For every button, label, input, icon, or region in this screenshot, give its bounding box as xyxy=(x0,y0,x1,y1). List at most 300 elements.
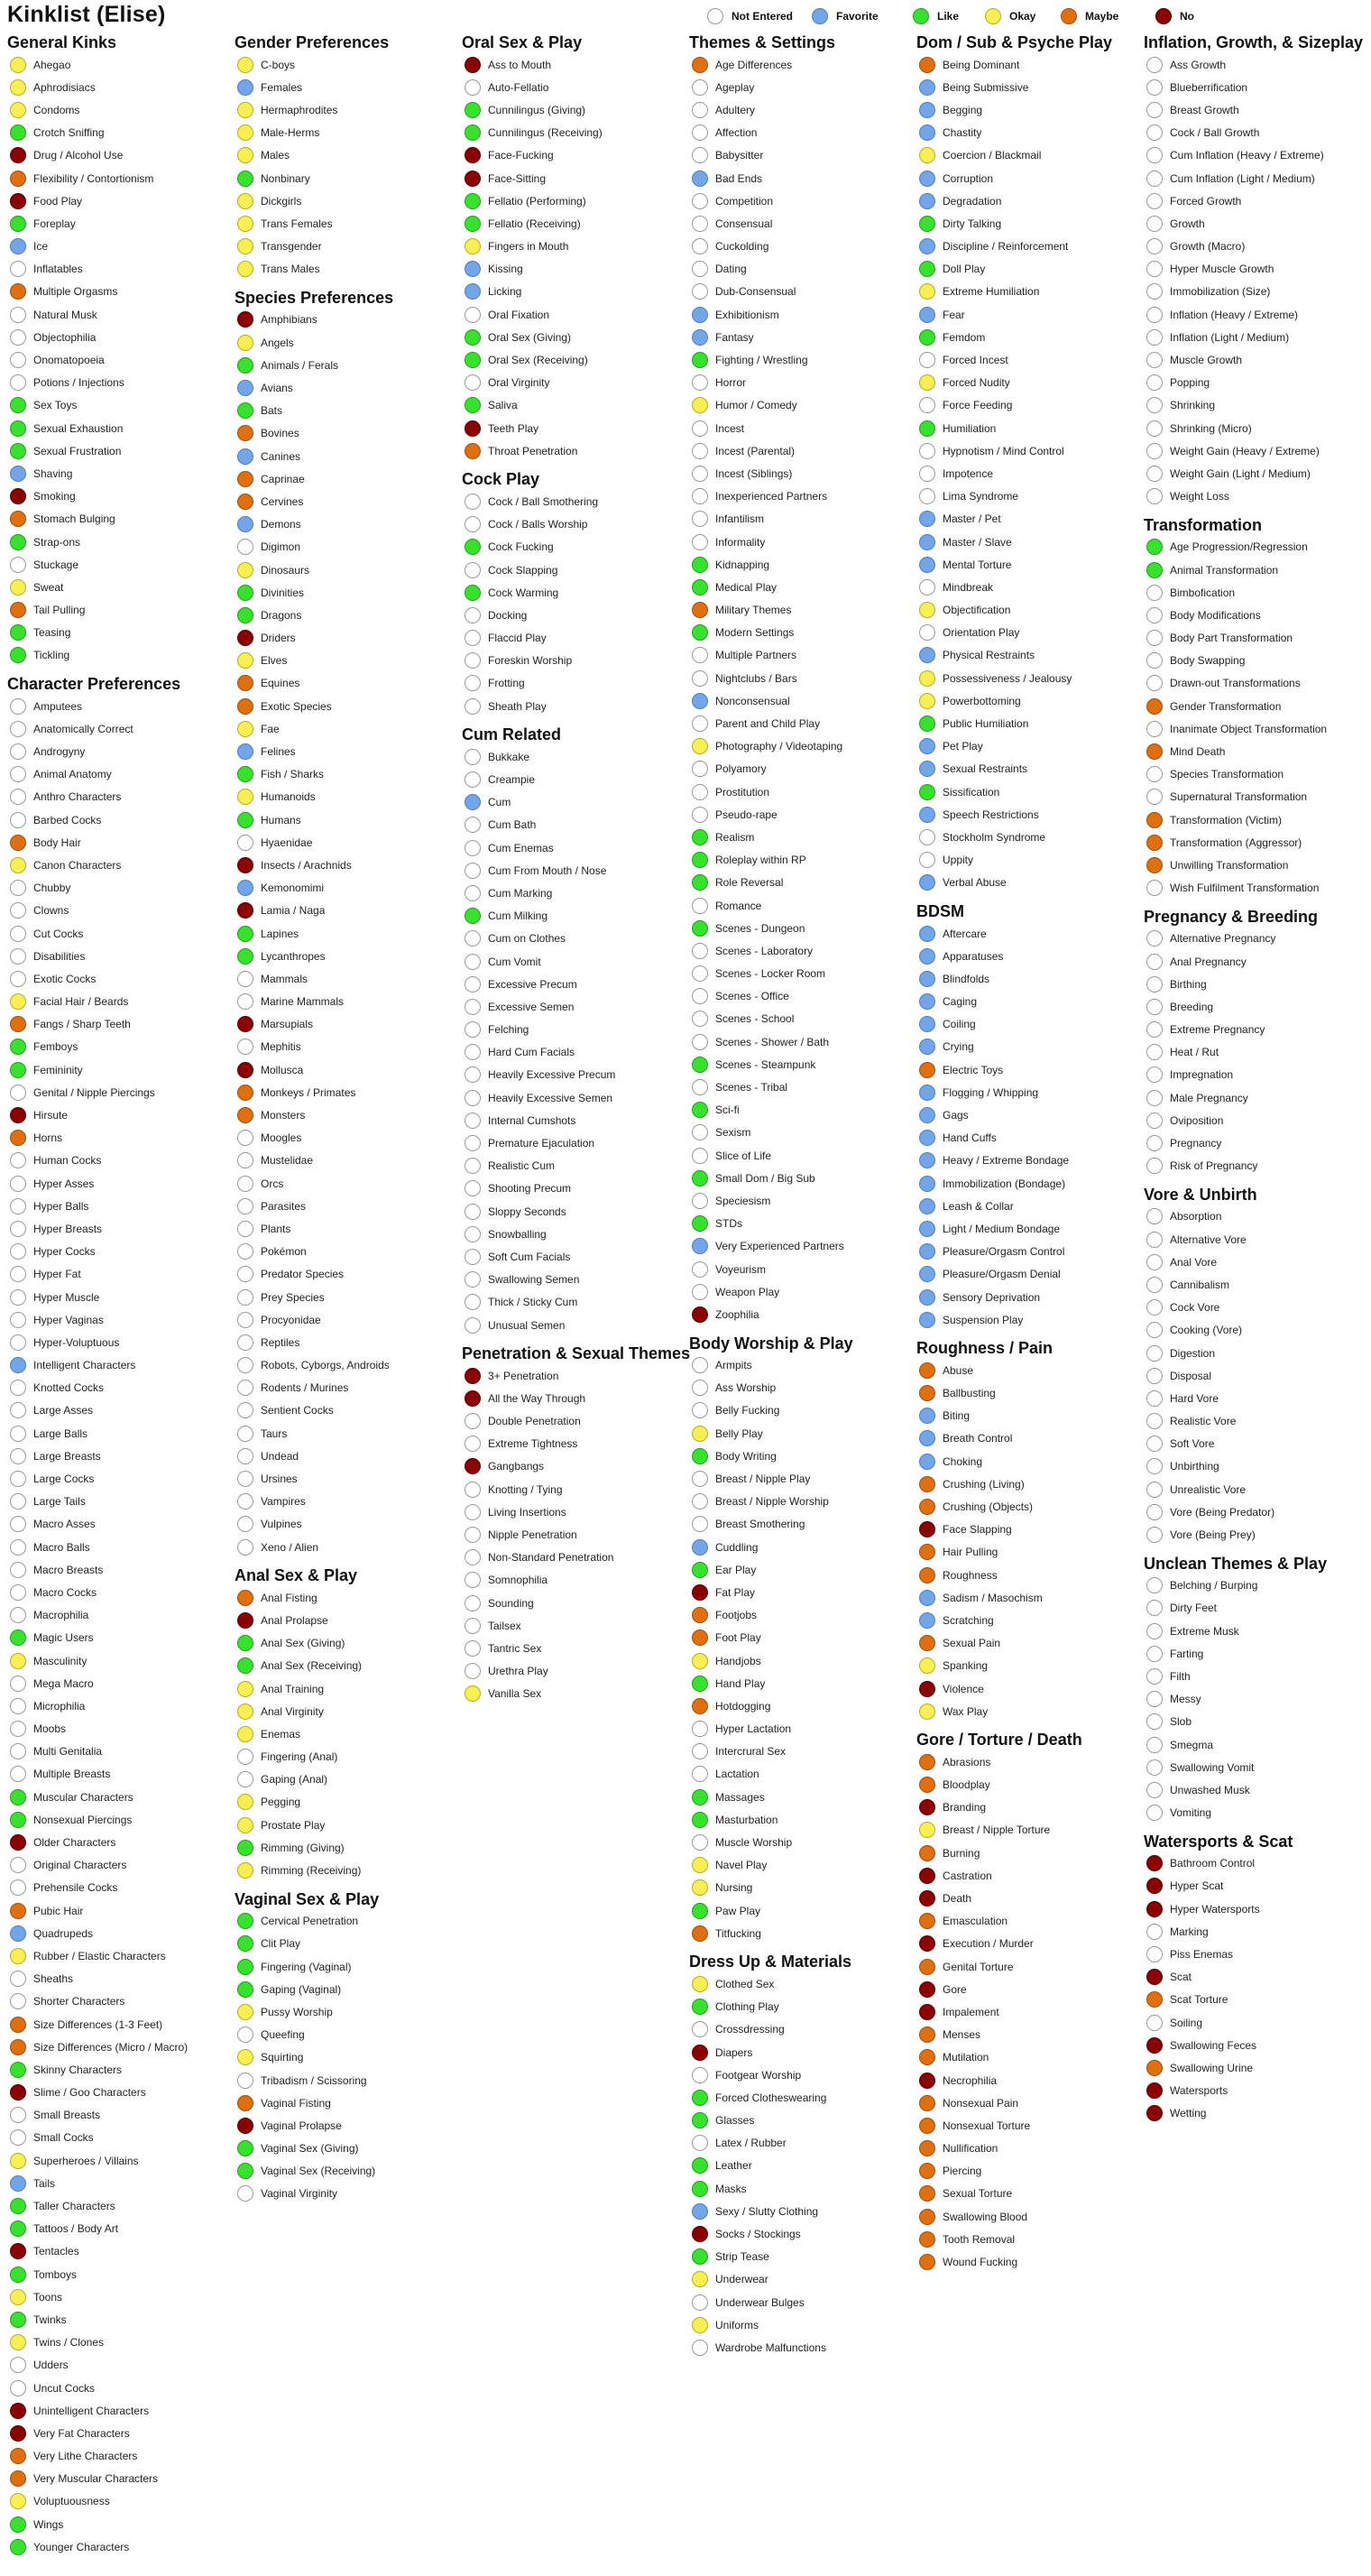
kink-item-dating[interactable] xyxy=(689,258,915,281)
kink-item-angels[interactable] xyxy=(235,331,460,354)
kink-item-oral-sex-receiving[interactable] xyxy=(462,348,687,371)
kink-item-tattoos-body-art[interactable] xyxy=(7,2218,233,2240)
status-dot-icon[interactable] xyxy=(10,1198,26,1214)
status-dot-icon[interactable] xyxy=(919,1681,935,1697)
kink-item-sheath-play[interactable] xyxy=(462,695,687,717)
kink-item-weight-loss[interactable] xyxy=(1144,485,1369,508)
kink-item-hermaphrodites[interactable] xyxy=(235,98,460,121)
kink-item-latex-rubber[interactable] xyxy=(689,2132,915,2155)
status-dot-icon[interactable] xyxy=(465,238,481,254)
kink-item-3-penetration[interactable] xyxy=(462,1364,687,1387)
kink-item-leather[interactable] xyxy=(689,2155,915,2177)
status-dot-icon[interactable] xyxy=(237,402,253,419)
kink-item-competition[interactable] xyxy=(689,189,915,212)
status-dot-icon[interactable] xyxy=(692,1034,708,1050)
status-dot-icon[interactable] xyxy=(10,1471,26,1487)
status-dot-icon[interactable] xyxy=(692,2021,708,2037)
kink-item-footgear-worship[interactable] xyxy=(689,2064,915,2086)
kink-item-wings[interactable] xyxy=(7,2513,233,2535)
kink-item-ass-worship[interactable] xyxy=(689,1377,915,1399)
kink-item-humanoids[interactable] xyxy=(235,786,460,808)
kink-item-anal-sex-receiving[interactable] xyxy=(235,1655,460,1677)
kink-item-master-pet[interactable] xyxy=(916,508,1142,531)
kink-item-femboys[interactable] xyxy=(7,1036,233,1058)
kink-item-marsupials[interactable] xyxy=(235,1013,460,1036)
kink-item-fighting-wrestling[interactable] xyxy=(689,348,915,371)
status-dot-icon[interactable] xyxy=(10,2357,26,2373)
kink-item-sci-fi[interactable] xyxy=(689,1099,915,1122)
status-dot-icon[interactable] xyxy=(465,1135,481,1151)
status-dot-icon[interactable] xyxy=(465,1504,481,1520)
status-dot-icon[interactable] xyxy=(10,2425,26,2442)
kink-item-forced-clotheswearing[interactable] xyxy=(689,2086,915,2109)
status-dot-icon[interactable] xyxy=(10,1676,26,1692)
status-dot-icon[interactable] xyxy=(465,329,481,346)
status-dot-icon[interactable] xyxy=(919,1152,935,1168)
kink-item-tribadism-scissoring[interactable] xyxy=(235,2069,460,2091)
status-dot-icon[interactable] xyxy=(465,1113,481,1129)
status-dot-icon[interactable] xyxy=(237,2185,253,2202)
status-dot-icon[interactable] xyxy=(692,352,708,368)
status-dot-icon[interactable] xyxy=(919,1959,935,1975)
kink-item-risk-of-pregnancy[interactable] xyxy=(1144,1155,1369,1177)
kink-item-demons[interactable] xyxy=(235,513,460,536)
status-dot-icon[interactable] xyxy=(919,283,935,300)
status-dot-icon[interactable] xyxy=(465,794,481,810)
status-dot-icon[interactable] xyxy=(919,1176,935,1192)
kink-item-biting[interactable] xyxy=(916,1405,1142,1427)
status-dot-icon[interactable] xyxy=(465,999,481,1015)
status-dot-icon[interactable] xyxy=(1146,283,1163,300)
status-dot-icon[interactable] xyxy=(1146,1158,1163,1174)
status-dot-icon[interactable] xyxy=(1146,1737,1163,1753)
status-dot-icon[interactable] xyxy=(10,557,26,573)
kink-item-clothing-play[interactable] xyxy=(689,1996,915,2018)
kink-item-breast-growth[interactable] xyxy=(1144,98,1369,121)
status-dot-icon[interactable] xyxy=(919,1266,935,1282)
status-dot-icon[interactable] xyxy=(237,1152,253,1168)
status-dot-icon[interactable] xyxy=(1146,374,1163,391)
status-dot-icon[interactable] xyxy=(10,193,26,209)
status-dot-icon[interactable] xyxy=(692,1057,708,1073)
kink-item-vore-being-predator[interactable] xyxy=(1144,1500,1369,1523)
kink-item-breast-nipple-play[interactable] xyxy=(689,1467,915,1490)
status-dot-icon[interactable] xyxy=(692,1698,708,1714)
status-dot-icon[interactable] xyxy=(237,2095,253,2111)
kink-item-hyper-balls[interactable] xyxy=(7,1195,233,1217)
kink-item-glasses[interactable] xyxy=(689,2110,915,2132)
kink-item-apparatuses[interactable] xyxy=(916,945,1142,967)
status-dot-icon[interactable] xyxy=(919,1822,935,1838)
status-dot-icon[interactable] xyxy=(465,607,481,623)
status-dot-icon[interactable] xyxy=(10,1107,26,1123)
kink-item-shaving[interactable] xyxy=(7,462,233,485)
kink-item-mega-macro[interactable] xyxy=(7,1672,233,1694)
kink-item-impalement[interactable] xyxy=(916,2000,1142,2023)
kink-item-wax-play[interactable] xyxy=(916,1700,1142,1722)
kink-item-equines[interactable] xyxy=(235,672,460,695)
status-dot-icon[interactable] xyxy=(237,1862,253,1879)
kink-item-large-cocks[interactable] xyxy=(7,1467,233,1490)
status-dot-icon[interactable] xyxy=(237,261,253,277)
status-dot-icon[interactable] xyxy=(692,988,708,1004)
kink-item-ahegao[interactable] xyxy=(7,53,233,76)
status-dot-icon[interactable] xyxy=(919,57,935,73)
kink-item-speciesism[interactable] xyxy=(689,1189,915,1212)
status-dot-icon[interactable] xyxy=(692,1102,708,1118)
status-dot-icon[interactable] xyxy=(1146,1946,1163,1962)
status-dot-icon[interactable] xyxy=(919,1039,935,1055)
kink-item-powerbottoming[interactable] xyxy=(916,689,1142,712)
status-dot-icon[interactable] xyxy=(692,2045,708,2061)
kink-item-elves[interactable] xyxy=(235,650,460,672)
kink-item-digestion[interactable] xyxy=(1144,1342,1369,1364)
kink-item-parasites[interactable] xyxy=(235,1195,460,1217)
kink-item-body-part-transformation[interactable] xyxy=(1144,627,1369,650)
status-dot-icon[interactable] xyxy=(465,397,481,413)
kink-item-multiple-orgasms[interactable] xyxy=(7,281,233,303)
kink-item-canines[interactable] xyxy=(235,445,460,467)
kink-item-vanilla-sex[interactable] xyxy=(462,1683,687,1705)
status-dot-icon[interactable] xyxy=(237,238,253,254)
kink-item-saliva[interactable] xyxy=(462,394,687,417)
kink-item-felines[interactable] xyxy=(235,740,460,762)
status-dot-icon[interactable] xyxy=(919,2185,935,2202)
kink-item-fat-play[interactable] xyxy=(689,1581,915,1603)
kink-item-scenes-locker-room[interactable] xyxy=(689,963,915,985)
status-dot-icon[interactable] xyxy=(1146,1277,1163,1293)
status-dot-icon[interactable] xyxy=(692,57,708,73)
status-dot-icon[interactable] xyxy=(465,817,481,833)
kink-item-realistic-cum[interactable] xyxy=(462,1155,687,1177)
status-dot-icon[interactable] xyxy=(1146,766,1163,782)
status-dot-icon[interactable] xyxy=(692,261,708,277)
status-dot-icon[interactable] xyxy=(1146,1482,1163,1498)
status-dot-icon[interactable] xyxy=(1146,125,1163,141)
kink-item-snowballing[interactable] xyxy=(462,1223,687,1245)
kink-item-living-insertions[interactable] xyxy=(462,1500,687,1523)
status-dot-icon[interactable] xyxy=(237,1334,253,1351)
status-dot-icon[interactable] xyxy=(919,1085,935,1101)
kink-item-humiliation[interactable] xyxy=(916,417,1142,439)
kink-item-foreskin-worship[interactable] xyxy=(462,650,687,672)
kink-item-birthing[interactable] xyxy=(1144,973,1369,995)
kink-item-oviposition[interactable] xyxy=(1144,1109,1369,1131)
kink-item-gangbangs[interactable] xyxy=(462,1455,687,1478)
kink-item-sweat[interactable] xyxy=(7,576,233,598)
kink-item-cunnilingus-receiving[interactable] xyxy=(462,122,687,144)
kink-item-foreplay[interactable] xyxy=(7,212,233,235)
kink-item-possessiveness-jealousy[interactable] xyxy=(916,667,1142,689)
status-dot-icon[interactable] xyxy=(10,1266,26,1282)
status-dot-icon[interactable] xyxy=(237,1703,253,1720)
status-dot-icon[interactable] xyxy=(237,1471,253,1487)
status-dot-icon[interactable] xyxy=(10,2334,26,2350)
status-dot-icon[interactable] xyxy=(237,2140,253,2156)
kink-item-intelligent-characters[interactable] xyxy=(7,1354,233,1377)
kink-item-anal-fisting[interactable] xyxy=(235,1586,460,1609)
status-dot-icon[interactable] xyxy=(10,2470,26,2487)
status-dot-icon[interactable] xyxy=(692,193,708,209)
kink-item-stomach-bulging[interactable] xyxy=(7,508,233,531)
kink-item-insects-arachnids[interactable] xyxy=(235,854,460,876)
status-dot-icon[interactable] xyxy=(692,1493,708,1510)
kink-item-popping[interactable] xyxy=(1144,372,1369,394)
status-dot-icon[interactable] xyxy=(1146,2082,1163,2099)
kink-item-cock-ball-growth[interactable] xyxy=(1144,122,1369,144)
status-dot-icon[interactable] xyxy=(237,1539,253,1556)
kink-item-mephitis[interactable] xyxy=(235,1036,460,1058)
kink-item-sadism-masochism[interactable] xyxy=(916,1586,1142,1609)
kink-item-inflation-heavy-extreme[interactable] xyxy=(1144,303,1369,326)
kink-item-immobilization-size[interactable] xyxy=(1144,281,1369,303)
status-dot-icon[interactable] xyxy=(10,2448,26,2464)
status-dot-icon[interactable] xyxy=(692,602,708,618)
status-dot-icon[interactable] xyxy=(10,2380,26,2396)
status-dot-icon[interactable] xyxy=(10,2403,26,2419)
kink-item-barbed-cocks[interactable] xyxy=(7,808,233,831)
kink-item-chubby[interactable] xyxy=(7,877,233,900)
status-dot-icon[interactable] xyxy=(919,1016,935,1032)
status-dot-icon[interactable] xyxy=(692,2090,708,2106)
status-dot-icon[interactable] xyxy=(1146,675,1163,691)
status-dot-icon[interactable] xyxy=(1146,171,1163,187)
kink-item-suspension-play[interactable] xyxy=(916,1308,1142,1331)
kink-item-pregnancy[interactable] xyxy=(1144,1131,1369,1154)
kink-item-spanking[interactable] xyxy=(916,1655,1142,1677)
status-dot-icon[interactable] xyxy=(10,397,26,413)
kink-item-amphibians[interactable] xyxy=(235,309,460,331)
kink-item-licking[interactable] xyxy=(462,281,687,303)
status-dot-icon[interactable] xyxy=(692,898,708,914)
status-dot-icon[interactable] xyxy=(10,579,26,596)
status-dot-icon[interactable] xyxy=(237,516,253,532)
kink-item-masturbation[interactable] xyxy=(689,1808,915,1831)
status-dot-icon[interactable] xyxy=(692,807,708,823)
status-dot-icon[interactable] xyxy=(919,420,935,437)
kink-item-breast-nipple-worship[interactable] xyxy=(689,1491,915,1513)
status-dot-icon[interactable] xyxy=(919,193,935,209)
kink-item-anal-vore[interactable] xyxy=(1144,1251,1369,1273)
kink-item-crushing-living[interactable] xyxy=(916,1473,1142,1495)
kink-item-mollusca[interactable] xyxy=(235,1058,460,1081)
status-dot-icon[interactable] xyxy=(465,863,481,879)
kink-item-weapon-play[interactable] xyxy=(689,1280,915,1303)
kink-item-scratching[interactable] xyxy=(916,1609,1142,1631)
kink-item-voluptuousness[interactable] xyxy=(7,2490,233,2513)
status-dot-icon[interactable] xyxy=(465,652,481,669)
kink-item-immobilization-bondage[interactable] xyxy=(916,1172,1142,1195)
kink-item-vaginal-fisting[interactable] xyxy=(235,2091,460,2114)
status-dot-icon[interactable] xyxy=(1146,1878,1163,1894)
kink-item-absorption[interactable] xyxy=(1144,1205,1369,1228)
status-dot-icon[interactable] xyxy=(692,852,708,868)
status-dot-icon[interactable] xyxy=(10,2084,26,2101)
status-dot-icon[interactable] xyxy=(10,624,26,641)
kink-item-divinities[interactable] xyxy=(235,581,460,604)
status-dot-icon[interactable] xyxy=(10,534,26,550)
kink-item-mind-death[interactable] xyxy=(1144,740,1369,762)
status-dot-icon[interactable] xyxy=(237,1243,253,1260)
kink-item-heat-rut[interactable] xyxy=(1144,1041,1369,1064)
kink-item-creampie[interactable] xyxy=(462,768,687,790)
status-dot-icon[interactable] xyxy=(1146,930,1163,946)
kink-item-aftercare[interactable] xyxy=(916,922,1142,945)
status-dot-icon[interactable] xyxy=(237,2118,253,2134)
kink-item-hard-cum-facials[interactable] xyxy=(462,1041,687,1064)
kink-item-body-writing[interactable] xyxy=(689,1445,915,1467)
kink-item-knotting-tying[interactable] xyxy=(462,1478,687,1500)
kink-item-unwashed-musk[interactable] xyxy=(1144,1778,1369,1801)
kink-item-swallowing-vomit[interactable] xyxy=(1144,1756,1369,1778)
status-dot-icon[interactable] xyxy=(465,1663,481,1679)
status-dot-icon[interactable] xyxy=(237,652,253,669)
kink-item-prey-species[interactable] xyxy=(235,1286,460,1308)
kink-item-master-slave[interactable] xyxy=(916,531,1142,553)
kink-item-exhibitionism[interactable] xyxy=(689,303,915,326)
kink-item-monkeys-primates[interactable] xyxy=(235,1081,460,1103)
status-dot-icon[interactable] xyxy=(10,926,26,942)
kink-item-undead[interactable] xyxy=(235,1445,460,1467)
kink-item-multiple-breasts[interactable] xyxy=(7,1763,233,1786)
kink-item-public-humiliation[interactable] xyxy=(916,712,1142,734)
kink-item-fish-sharks[interactable] xyxy=(235,763,460,786)
kink-item-masculinity[interactable] xyxy=(7,1649,233,1672)
status-dot-icon[interactable] xyxy=(237,357,253,374)
status-dot-icon[interactable] xyxy=(919,1408,935,1424)
kink-item-disposal[interactable] xyxy=(1144,1364,1369,1387)
status-dot-icon[interactable] xyxy=(10,1493,26,1510)
kink-item-impotence[interactable] xyxy=(916,462,1142,485)
status-dot-icon[interactable] xyxy=(692,1516,708,1532)
kink-item-dragons[interactable] xyxy=(235,604,460,626)
kink-item-sexual-pain[interactable] xyxy=(916,1632,1142,1655)
status-dot-icon[interactable] xyxy=(237,857,253,873)
status-dot-icon[interactable] xyxy=(10,766,26,782)
status-dot-icon[interactable] xyxy=(692,2226,708,2242)
kink-item-macro-cocks[interactable] xyxy=(7,1581,233,1603)
kink-item-clowns[interactable] xyxy=(7,900,233,922)
status-dot-icon[interactable] xyxy=(10,2175,26,2192)
kink-item-burning[interactable] xyxy=(916,1842,1142,1864)
status-dot-icon[interactable] xyxy=(919,1289,935,1306)
kink-item-slime-goo-characters[interactable] xyxy=(7,2082,233,2104)
status-dot-icon[interactable] xyxy=(919,397,935,413)
kink-item-extreme-musk[interactable] xyxy=(1144,1620,1369,1642)
kink-item-cooking-vore[interactable] xyxy=(1144,1319,1369,1342)
kink-item-body-hair[interactable] xyxy=(7,831,233,854)
status-dot-icon[interactable] xyxy=(1146,1066,1163,1083)
status-dot-icon[interactable] xyxy=(10,374,26,391)
kink-item-teeth-play[interactable] xyxy=(462,417,687,439)
kink-item-inflation-light-medium[interactable] xyxy=(1144,326,1369,348)
status-dot-icon[interactable] xyxy=(10,1130,26,1146)
status-dot-icon[interactable] xyxy=(237,1289,253,1306)
status-dot-icon[interactable] xyxy=(237,1085,253,1101)
status-dot-icon[interactable] xyxy=(237,1590,253,1606)
kink-item-forced-nudity[interactable] xyxy=(916,372,1142,394)
kink-item-sexual-frustration[interactable] xyxy=(7,439,233,462)
kink-item-belly-fucking[interactable] xyxy=(689,1399,915,1422)
kink-item-macro-breasts[interactable] xyxy=(7,1558,233,1581)
kink-item-ursines[interactable] xyxy=(235,1467,460,1490)
status-dot-icon[interactable] xyxy=(692,171,708,187)
kink-item-c-boys[interactable] xyxy=(235,53,460,76)
kink-item-sloppy-seconds[interactable] xyxy=(462,1200,687,1223)
kink-item-flexibility-contortionism[interactable] xyxy=(7,167,233,189)
status-dot-icon[interactable] xyxy=(919,1130,935,1146)
kink-item-excessive-precum[interactable] xyxy=(462,973,687,995)
status-dot-icon[interactable] xyxy=(10,993,26,1010)
status-dot-icon[interactable] xyxy=(237,1357,253,1373)
status-dot-icon[interactable] xyxy=(919,1777,935,1793)
status-dot-icon[interactable] xyxy=(692,693,708,709)
status-dot-icon[interactable] xyxy=(237,766,253,782)
kink-item-amputees[interactable] xyxy=(7,695,233,717)
kink-item-titfucking[interactable] xyxy=(689,1922,915,1944)
status-dot-icon[interactable] xyxy=(465,1090,481,1106)
status-dot-icon[interactable] xyxy=(237,1981,253,1998)
kink-item-hyaenidae[interactable] xyxy=(235,831,460,854)
kink-item-swallowing-semen[interactable] xyxy=(462,1269,687,1291)
status-dot-icon[interactable] xyxy=(237,193,253,209)
kink-item-cum-inflation-heavy-extreme[interactable] xyxy=(1144,144,1369,167)
status-dot-icon[interactable] xyxy=(10,1562,26,1578)
status-dot-icon[interactable] xyxy=(919,2231,935,2248)
kink-item-animal-anatomy[interactable] xyxy=(7,763,233,786)
status-dot-icon[interactable] xyxy=(692,920,708,937)
status-dot-icon[interactable] xyxy=(1146,57,1163,73)
status-dot-icon[interactable] xyxy=(919,511,935,527)
kink-item-gags[interactable] xyxy=(916,1103,1142,1126)
kink-item-microphilia[interactable] xyxy=(7,1694,233,1717)
kink-item-nipple-penetration[interactable] xyxy=(462,1523,687,1546)
status-dot-icon[interactable] xyxy=(237,1771,253,1787)
status-dot-icon[interactable] xyxy=(919,147,935,163)
status-dot-icon[interactable] xyxy=(10,2153,26,2169)
status-dot-icon[interactable] xyxy=(919,374,935,391)
kink-item-cum-milking[interactable] xyxy=(462,905,687,928)
status-dot-icon[interactable] xyxy=(237,1198,253,1214)
status-dot-icon[interactable] xyxy=(465,352,481,368)
status-dot-icon[interactable] xyxy=(465,216,481,232)
status-dot-icon[interactable] xyxy=(237,539,253,555)
status-dot-icon[interactable] xyxy=(692,1834,708,1851)
kink-item-sex-toys[interactable] xyxy=(7,394,233,417)
kink-item-ballbusting[interactable] xyxy=(916,1382,1142,1405)
kink-item-horns[interactable] xyxy=(7,1127,233,1150)
status-dot-icon[interactable] xyxy=(919,579,935,596)
status-dot-icon[interactable] xyxy=(237,993,253,1010)
kink-item-extreme-pregnancy[interactable] xyxy=(1144,1019,1369,1041)
kink-item-vore-being-prey[interactable] xyxy=(1144,1523,1369,1546)
status-dot-icon[interactable] xyxy=(692,784,708,800)
status-dot-icon[interactable] xyxy=(1146,743,1163,760)
status-dot-icon[interactable] xyxy=(919,261,935,277)
status-dot-icon[interactable] xyxy=(10,1879,26,1896)
kink-item-dirty-feet[interactable] xyxy=(1144,1597,1369,1620)
kink-item-coercion-blackmail[interactable] xyxy=(916,144,1142,167)
kink-item-discipline-reinforcement[interactable] xyxy=(916,235,1142,258)
kink-item-romance[interactable] xyxy=(689,894,915,917)
status-dot-icon[interactable] xyxy=(10,147,26,163)
kink-item-uniforms[interactable] xyxy=(689,2313,915,2336)
status-dot-icon[interactable] xyxy=(237,425,253,441)
kink-item-caging[interactable] xyxy=(916,991,1142,1013)
kink-item-objectification[interactable] xyxy=(916,599,1142,622)
status-dot-icon[interactable] xyxy=(692,102,708,118)
kink-item-body-modifications[interactable] xyxy=(1144,604,1369,626)
